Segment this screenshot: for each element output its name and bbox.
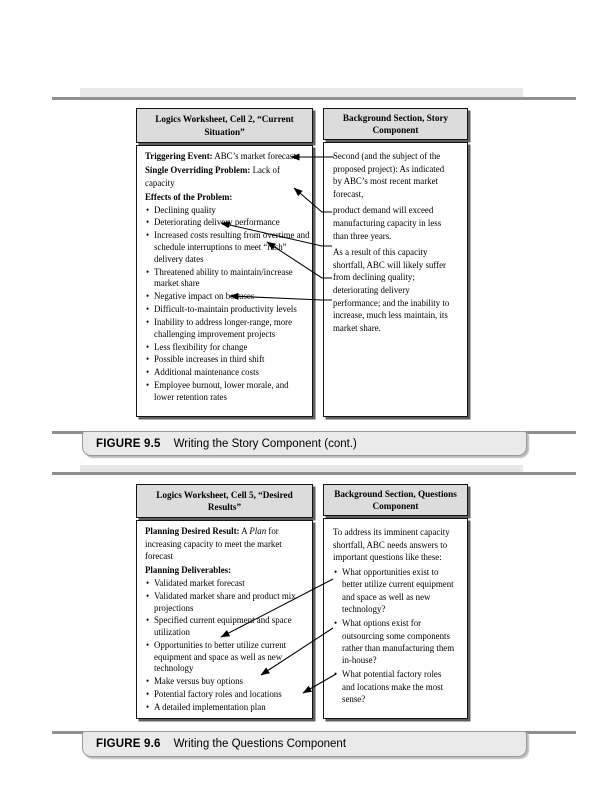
bullet-item: • Opportunities to better utilize current equipment and space as well as new technology <box>145 640 310 675</box>
background-questions-header-text: Background Section, Questions Component <box>334 488 457 511</box>
figure-9-6-caption-title: Writing the Questions Component <box>173 738 347 750</box>
figure-9-6-caption-tag: FIGURE 9.6 <box>96 738 161 750</box>
background-questions-body <box>323 518 468 719</box>
worksheet-cell5-header <box>136 484 313 518</box>
field-label: Single Overriding Problem: <box>145 165 251 175</box>
effects-field <box>145 191 310 204</box>
background-story-body <box>323 142 468 417</box>
bullet-item: • Validated market share and product mix projections <box>145 591 310 614</box>
worksheet-cell5-body <box>136 520 313 719</box>
paragraph: To address its imminent capacity shortfall, ABC needs answers to important questions like these: <box>333 527 450 563</box>
bullet-item: • Additional maintenance costs <box>145 367 310 379</box>
bullet-item: • A detailed implementation plan <box>145 702 310 714</box>
field-text: for increasing capacity to meet the market forecast <box>145 526 282 561</box>
bullet-item: • Threatened ability to maintain/increase market share <box>145 267 310 290</box>
field-label: Effects of the Problem: <box>145 191 233 202</box>
questions-bullet-list <box>333 566 455 705</box>
bullet-item: • Inability to address longer-range, more challenging improvement projects <box>145 317 310 340</box>
bullet-item: • Less flexibility for change <box>145 342 310 354</box>
field-text: A <box>239 526 250 536</box>
paragraph: As a result of this capacity shortfall, ABC will likely suffer from declining quality; deteriorating delivery performance; and the inability to increase, much less maintain, its market share. <box>333 246 450 334</box>
page-edge-rule-top <box>52 97 576 100</box>
bullet-item: • What opportunities exist to better utilize current equipment and space as well as new technology? <box>333 566 455 615</box>
page-edge-highlight-top <box>80 88 523 97</box>
paragraph: Second (and the subject of the proposed project): As indicated by ABC’s most recent market forecast, <box>333 151 445 200</box>
field-label: Triggering Event: <box>145 151 213 161</box>
background-questions-header <box>323 484 468 516</box>
worksheet-cell5-header-text: Logics Worksheet, Cell 5, “Desired Results” <box>156 489 293 512</box>
figure-9-6-caption-bar <box>82 731 527 757</box>
worksheet-cell2-body <box>136 145 313 417</box>
bullet-item: • What options exist for outsourcing some components rather than manufacturing them in-house? <box>333 617 455 666</box>
field-text: ABC’s market forecast <box>212 151 296 161</box>
bullet-item: • Negative impact on bonuses <box>145 291 310 303</box>
figure-9-5-caption-bar <box>82 431 527 456</box>
figure-9-5-caption-tag: FIGURE 9.5 <box>96 437 161 450</box>
background-story-header <box>323 108 468 140</box>
bullet-item: • Possible increases in third shift <box>145 354 310 366</box>
background-story-header-text: Background Section, Story Component <box>342 112 449 135</box>
bullet-item: • Declining quality <box>145 205 310 217</box>
bullet-item: • What potential factory roles and locations make the most sense? <box>333 668 455 705</box>
bullet-item: • Potential factory roles and locations <box>145 689 310 701</box>
field-text: Lack of capacity <box>145 165 280 188</box>
bullet-item: • Specified current equipment and space utilization <box>145 615 310 638</box>
deliverables-field <box>145 564 310 577</box>
worksheet-cell2-header <box>136 108 313 143</box>
desired-result-field <box>145 525 310 563</box>
paragraph: product demand will exceed manufacturing capacity in less than three years. <box>333 205 442 241</box>
worksheet-cell2-header-text: Logics Worksheet, Cell 2, “Current Situation” <box>155 114 294 137</box>
overriding-problem-field <box>145 164 310 189</box>
bullet-item: • Employee burnout, lower morale, and lower retention rates <box>145 380 310 403</box>
deliverables-bullet-list <box>145 578 310 714</box>
figure-9-5-caption-title: Writing the Story Component (cont.) <box>173 437 357 450</box>
field-label: Planning Deliverables: <box>145 565 232 575</box>
bullet-item: • Difficult-to-maintain productivity levels <box>145 304 310 316</box>
bullet-item: • Deteriorating delivery performance <box>145 217 310 229</box>
bullet-item: • Increased costs resulting from overtime and schedule interruptions to meet “rush” delivery dates <box>145 230 310 265</box>
field-label: Planning Desired Result: <box>145 526 240 536</box>
bullet-item: • Validated market forecast <box>145 578 310 590</box>
page-edge-rule-mid <box>52 472 576 475</box>
field-text-italic: Plan <box>249 526 267 536</box>
effects-bullet-list <box>145 205 310 404</box>
bullet-item: • Make versus buy options <box>145 676 310 688</box>
triggering-event-field <box>145 150 310 163</box>
